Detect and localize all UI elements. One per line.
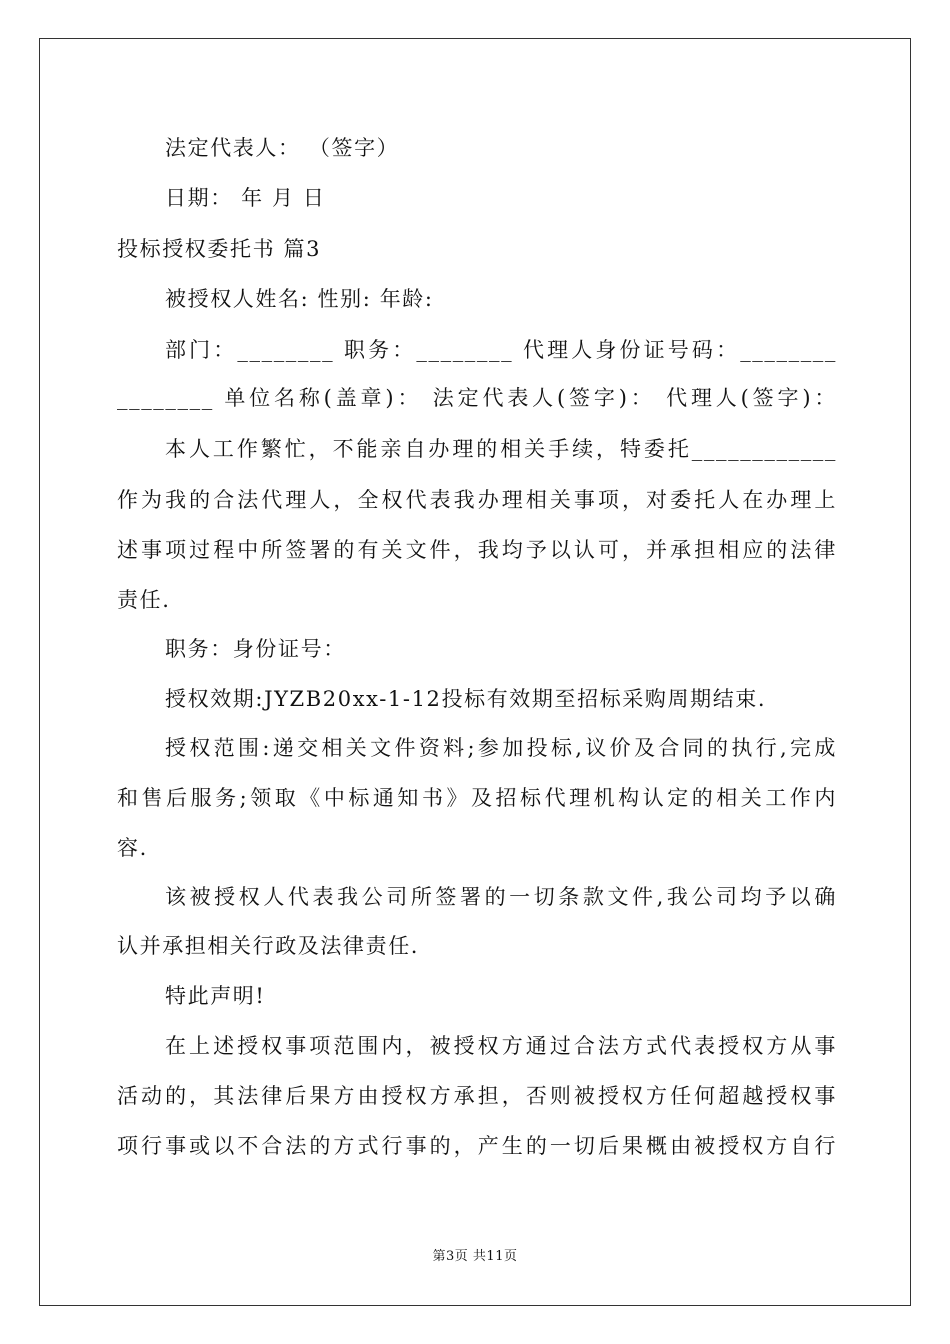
page-border bbox=[39, 38, 911, 1306]
scope-line: 和售后服务;领取《中标通知书》及招标代理机构认定的相关工作内 bbox=[117, 786, 837, 810]
liability-line: 该被授权人代表我公司所签署的一切条款文件,我公司均予以确 bbox=[165, 885, 837, 909]
department-line: 部门：________ 职务：________ 代理人身份证号码：________ bbox=[165, 338, 837, 362]
paragraph-line: 项行事或以不合法的方式行事的，产生的一切后果概由被授权方自行 bbox=[117, 1134, 837, 1158]
unit-line: ________ 单位名称(盖章)： 法定代表人(签字)： 代理人(签字)： bbox=[117, 386, 837, 410]
grantee-info: 被授权人姓名: 性别: 年龄: bbox=[165, 287, 434, 311]
section-heading: 投标授权委托书 篇3 bbox=[117, 237, 322, 261]
paragraph-line: 本人工作繁忙，不能亲自办理的相关手续，特委托____________ bbox=[165, 437, 837, 461]
declaration-line: 特此声明! bbox=[165, 984, 266, 1008]
paragraph-line: 活动的，其法律后果方由授权方承担，否则被授权方任何超越授权事 bbox=[117, 1084, 837, 1108]
paragraph-line: 在上述授权事项范围内，被授权方通过合法方式代表授权方从事 bbox=[165, 1034, 837, 1058]
liability-line: 认并承担相关行政及法律责任. bbox=[117, 934, 420, 958]
paragraph-line: 作为我的合法代理人，全权代表我办理相关事项，对委托人在办理上 bbox=[117, 488, 837, 512]
validity-line: 授权效期:JYZB20xx-1-12投标有效期至招标采购周期结束. bbox=[165, 687, 767, 711]
scope-line: 授权范围:递交相关文件资料;参加投标,议价及合同的执行,完成 bbox=[165, 736, 837, 760]
paragraph-line: 责任. bbox=[117, 588, 171, 612]
scope-line: 容. bbox=[117, 836, 148, 860]
signature-line: 法定代表人： （签字） bbox=[165, 136, 400, 160]
position-id-line: 职务：身份证号： bbox=[165, 637, 346, 661]
paragraph-line: 述事项过程中所签署的有关文件，我均予以认可，并承担相应的法律 bbox=[117, 538, 837, 562]
page-number: 第3页 共11页 bbox=[432, 1249, 518, 1264]
date-line: 日期： 年 月 日 bbox=[165, 186, 326, 210]
